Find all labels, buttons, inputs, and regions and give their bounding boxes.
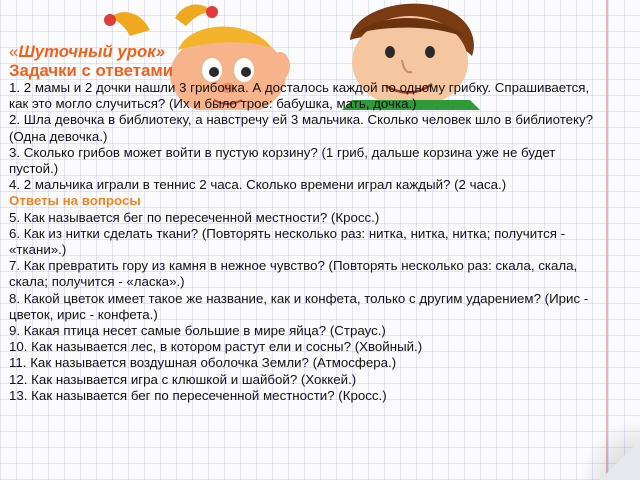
list-item: 13. Как называется бег по пересеченной местности? (Кросс.) (9, 387, 387, 403)
answers-section-heading: Ответы на вопросы (9, 193, 141, 209)
page-subtitle: Задачки с ответами (9, 61, 174, 80)
list-item: 3. Сколько грибов может войти в пустую корзину? (1 гриб, дальше корзина уже не будет пустой.) (9, 144, 556, 177)
list-item: 8. Какой цветок имеет такое же название, как и конфета, только с другим ударением? (Ирис - цветок, ирис - конфета.) (9, 290, 589, 322)
title-line (9, 42, 599, 61)
text-content (9, 42, 599, 404)
list-item: 1. 2 мамы и 2 дочки нашли 3 грибочка. А досталось каждой по одному грибку. Спрашивается, как это могло случиться? (Их и было трое: бабушка, мать, дочка.) (9, 80, 590, 112)
list-item: 12. Как называется игра с клюшкой и шайбой? (Хоккей.) (9, 371, 357, 387)
list-item: 4. 2 мальчика играли в теннис 2 часа. Сколько времени играл каждый? (2 часа.) (9, 177, 507, 193)
list-item: 9. Какая птица несет самые большие в мире яйца? (Страус.) (9, 323, 386, 339)
page-curl (600, 440, 640, 480)
page-title: Шуточный урок» (18, 42, 166, 61)
list-item: 2. Шла девочка в библиотеку, а навстречу ей 3 мальчика. Сколько человек шло в библиотеку? (Одна девочка.) (9, 112, 594, 144)
list-item: 5. Как называется бег по пересеченной местности? (Кросс.) (9, 209, 380, 225)
list-item: 6. Как из нитки сделать ткани? (Повторять несколько раз: нитка, нитка, нитка; получится - «ткани».) (9, 225, 566, 258)
list-item: 7. Как превратить гору из камня в нежное чувство? (Повторять несколько раз: скала, скала, скала; получится - «ласка».) (9, 258, 578, 290)
list-item: 11. Как называется воздушная оболочка Земли? (Атмосфера.) (9, 355, 397, 371)
title-open-quote: « (9, 42, 19, 61)
list-item: 10. Как называется лес, в котором растут ели и сосны? (Хвойный.) (9, 339, 423, 355)
